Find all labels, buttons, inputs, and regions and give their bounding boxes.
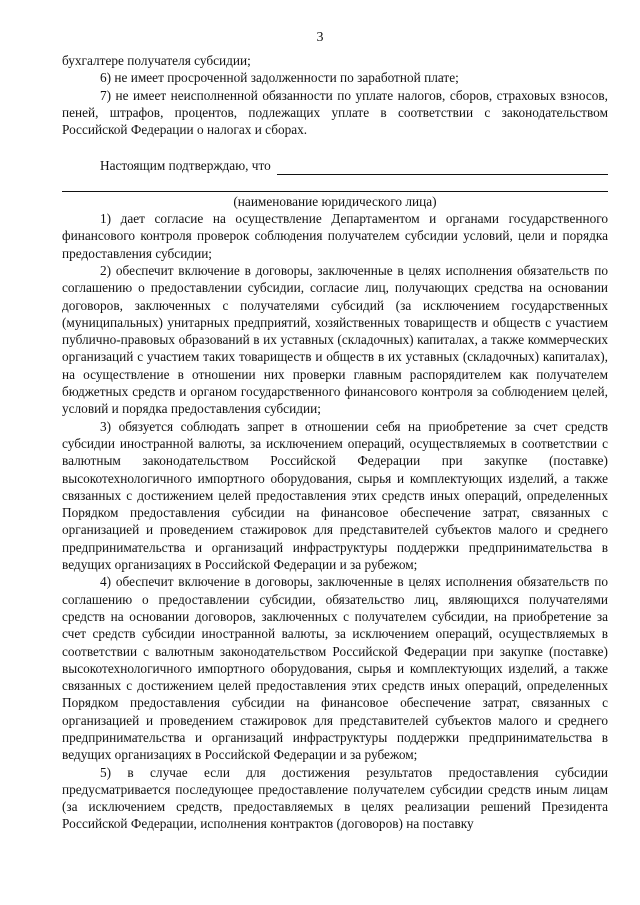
entity-name-blank	[277, 161, 608, 175]
paragraph-item-7: 7) не имеет неисполненной обязанности по уплате налогов, сборов, страховых взносов, пеней, штрафов, процентов, подлежащих уплате в соответствии с законодательством Российской Федерации о налогах и сборах.	[62, 87, 608, 138]
entity-name-blank-line	[62, 175, 608, 192]
paragraph-obligation-1: 1) дает согласие на осуществление Департаментом и органами государственного финансового контроля проверок соблюдения получателем субсидии условий, цели и порядка предоставления субсидии;	[62, 211, 608, 261]
document-body	[62, 52, 608, 833]
page-number: 3	[316, 30, 324, 45]
paragraph-obligation-3: 3) обязуется соблюдать запрет в отношении себя на приобретение за счет средств субсидии иностранной валюты, за исключением операций, осуществляемых в соответствии с валютным законодательством Российской Федерации при закупке (поставке) высокотехнологичного импортного оборудования, сырья и комплектующих изделий, а также связанных с достижением целей предоставления этих средств иных операций, определенных Порядком предоставления субсидии на финансовое обеспечение затрат, связанных с организацией и проведением стажировок для представителей субъектов малого и среднего предпринимательства и организаций инфраструктуры поддержки предпринимательства в ведущих организациях в Российской Федерации и за рубежом;	[62, 418, 608, 573]
paragraph-item-6: 6) не имеет просроченной задолженности по заработной плате;	[100, 70, 459, 86]
paragraph-obligation-2: 2) обеспечит включение в договоры, заключенные в целях исполнения обязательств по соглашению о предоставлении субсидии, согласие лиц, получающих средства на основании договоров, заключенных с получателями субсидий (за исключением государственных (муниципальных) унитарных предприятий, хозяйственных товариществ и обществ с участием публично-правовых образований в их уставных (складочных) капиталах, а также коммерческих организаций с участием таких товариществ и обществ в их уставных (складочных) капиталах), на осуществление в отношении них проверки главным распорядителем как получателем бюджетных средств и органом государственного финансового контроля за соблюдением целей, условий и порядка предоставления субсидии;	[62, 262, 608, 417]
confirmation-block	[62, 157, 608, 210]
confirmation-prefix: Настоящим подтверждаю, что	[100, 158, 271, 174]
entity-name-caption: (наименование юридического лица)	[233, 193, 437, 209]
paragraph-continuation: бухгалтере получателя субсидии;	[62, 53, 251, 68]
paragraph-obligation-4: 4) обеспечит включение в договоры, заключенные в целях исполнения обязательств по соглашению о предоставлении субсидии, обязательство лиц, являющихся получателями средств на основании договоров, заключенных с получателем субсидии, на приобретение за счет средств субсидии иностранной валюты, за исключением операций, осуществляемых в соответствии с валютным законодательством Российской Федерации при закупке (поставке) высокотехнологичного импортного оборудования, сырья и комплектующих изделий, а также связанных с достижением целей предоставления этих средств иных операций, определенных Порядком предоставления субсидии на финансовое обеспечение затрат, связанных с организацией и проведением стажировок для представителей субъектов малого и среднего предпринимательства и организаций инфраструктуры поддержки предпринимательства в ведущих организациях в Российской Федерации и за рубежом;	[62, 574, 608, 763]
paragraph-obligation-5: 5) в случае если для достижения результатов предоставления субсидии предусматривается последующее предоставление получателем субсидии средств иным лицам (за исключением средств, предоставляемых в целях реализации решений Президента Российской Федерации, исполнения контрактов (договоров) на поставку	[62, 764, 608, 832]
confirmation-line	[62, 157, 608, 174]
